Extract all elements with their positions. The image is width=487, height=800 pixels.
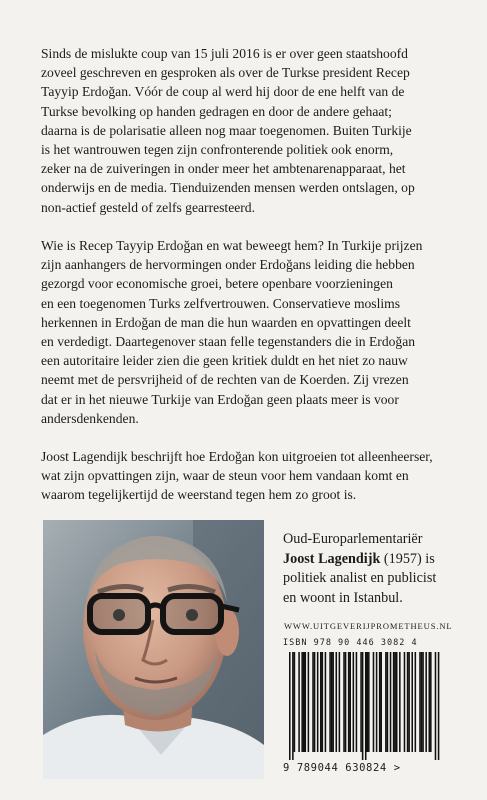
barcode-bar xyxy=(396,652,398,752)
barcode-bar xyxy=(429,652,431,752)
blurb-line: daarna is de polarisatie alleen nog maar toegenomen. Buiten Turkije xyxy=(41,122,412,138)
barcode-bar xyxy=(399,652,401,752)
barcode-bar xyxy=(339,652,341,752)
barcode-bar xyxy=(360,652,362,752)
barcode-bar xyxy=(298,652,300,752)
author-bio xyxy=(283,530,473,608)
isbn-digits: 9 789044 630824 > xyxy=(283,762,401,774)
barcode-bar xyxy=(390,652,392,752)
barcode-bar xyxy=(305,652,307,752)
blurb-line: wat zijn opvattingen zijn, waar de steun voor hem vandaan komt en xyxy=(41,468,409,484)
barcode-bar xyxy=(331,652,333,752)
barcode-bar xyxy=(320,652,322,752)
blurb-paragraph-3 xyxy=(41,447,461,505)
publisher-website[interactable]: WWW.UITGEVERIJPROMETHEUS.NL xyxy=(284,621,453,631)
barcode-bars xyxy=(283,652,469,762)
barcode-bar xyxy=(349,652,351,752)
barcode-bar xyxy=(365,652,367,760)
author-birth: (1957) is xyxy=(380,550,435,567)
barcode-bar xyxy=(387,652,389,752)
barcode-bar xyxy=(317,652,319,752)
barcode-bar xyxy=(435,652,437,760)
barcode-bar xyxy=(345,652,347,752)
barcode-bar xyxy=(373,652,375,752)
barcode-bar xyxy=(301,652,303,752)
barcode-bar xyxy=(379,652,381,752)
barcode-bar xyxy=(407,652,409,752)
blurb-line: Turkse bevolking op handen gedragen en door de andere gehaat; xyxy=(41,103,392,119)
blurb-line: non-actief gesteld of zelfs gearresteerd. xyxy=(41,199,255,215)
barcode-bar xyxy=(368,652,370,752)
barcode-bar xyxy=(332,652,334,752)
blurb-line: is het wantrouwen tegen zijn confronterende politiek ook enorm, xyxy=(41,142,394,158)
barcode-bar xyxy=(325,652,327,752)
barcode-bar xyxy=(343,652,345,752)
barcode-bar xyxy=(362,652,364,760)
barcode-bar xyxy=(438,652,440,760)
barcode-bar xyxy=(430,652,432,752)
barcode-bar xyxy=(308,652,310,752)
blurb-line: zoveel geschreven en gesproken als over de Turkse president Recep xyxy=(41,65,410,81)
bio-line-3: politiek analist en publicist xyxy=(283,570,437,587)
barcode-bar xyxy=(367,652,369,752)
blurb-line: dat er in het nieuwe Turkije van Erdoğan geen plaats meer is voor xyxy=(41,391,399,407)
barcode-bar xyxy=(353,652,355,752)
isbn-barcode xyxy=(283,638,469,780)
bio-line-2 xyxy=(283,550,473,570)
barcode-bar xyxy=(380,652,382,752)
barcode-bar xyxy=(408,652,410,752)
barcode-bar xyxy=(404,652,406,752)
author-name: Joost Lagendijk xyxy=(283,550,381,567)
barcode-bar xyxy=(385,652,387,752)
barcode-bar xyxy=(336,652,338,752)
barcode-bar xyxy=(314,652,316,752)
blurb-paragraph-2 xyxy=(41,236,461,428)
blurb-line: Tayyip Erdoğan. Vóór de coup al werd hij door de ene helft van de xyxy=(41,84,405,100)
isbn-label: ISBN 978 90 446 3082 4 xyxy=(283,638,418,648)
barcode-bar xyxy=(292,652,294,760)
barcode-bar xyxy=(419,652,421,752)
barcode-bar xyxy=(425,652,427,752)
blurb-line: onderwijs en de media. Tienduizenden mensen werden ontslagen, op xyxy=(41,180,415,196)
blurb-paragraph-1 xyxy=(41,44,461,217)
barcode-bar xyxy=(322,652,324,752)
barcode-bar xyxy=(421,652,423,752)
barcode-bar xyxy=(411,652,413,752)
blurb-line: en verdedigt. Daartegenover staan felle tegenstanders die in Erdoğan xyxy=(41,334,416,350)
bio-line-1: Oud-Europarlementariër xyxy=(283,531,423,547)
barcode-bar xyxy=(422,652,424,752)
blurb-line: Joost Lagendijk beschrijft hoe Erdoğan kon uitgroeien tot alleenheerser, xyxy=(41,449,433,464)
barcode-bar xyxy=(294,652,296,752)
barcode-bar xyxy=(289,652,291,760)
blurb-line: Wie is Recep Tayyip Erdoğan en wat beweegt hem? In Turkije prijzen xyxy=(41,238,423,253)
barcode-bar xyxy=(348,652,350,752)
barcode-bar xyxy=(329,652,331,752)
blurb-line: zeker na de zuiveringen in onder meer het ambtenarenapparaat, het xyxy=(41,161,406,177)
bio-line-4: en woont in Istanbul. xyxy=(283,589,403,606)
barcode-bar xyxy=(393,652,395,752)
blurb-line: waarom tegelijkertijd de weerstand tegen hem zo groot is. xyxy=(41,487,357,503)
blurb-line: gezorgd voor economische groei, betere openbare voorzieningen xyxy=(41,276,393,292)
barcode-bar xyxy=(415,652,417,752)
barcode-bar xyxy=(356,652,358,752)
barcode-bar xyxy=(312,652,314,752)
blurb-line: zijn aanhangers de hervormingen onder Erdoğans leiding die hebben xyxy=(41,257,415,273)
barcode-bar xyxy=(303,652,305,752)
blurb-line: herkennen in Erdoğan de man die hun waarden en opvattingen deelt xyxy=(41,314,411,330)
blurb-line: en een toegenomen Turks zelfvertrouwen. Conservatieve moslims xyxy=(41,295,401,311)
blurb-line: een autoritaire leider zien die geen kritiek duldt en het niet zo nauw xyxy=(41,353,408,369)
blurb-line: neemt met de persvrijheid of de rechten van de Koerden. Zij vrezen xyxy=(41,372,409,388)
blurb-line: Sinds de mislukte coup van 15 juli 2016 is er over geen staatshoofd xyxy=(41,46,408,61)
author-photo xyxy=(43,520,264,779)
barcode-bar xyxy=(394,652,396,752)
barcode-bar xyxy=(376,652,378,752)
blurb-line: andersdenkenden. xyxy=(41,410,139,426)
